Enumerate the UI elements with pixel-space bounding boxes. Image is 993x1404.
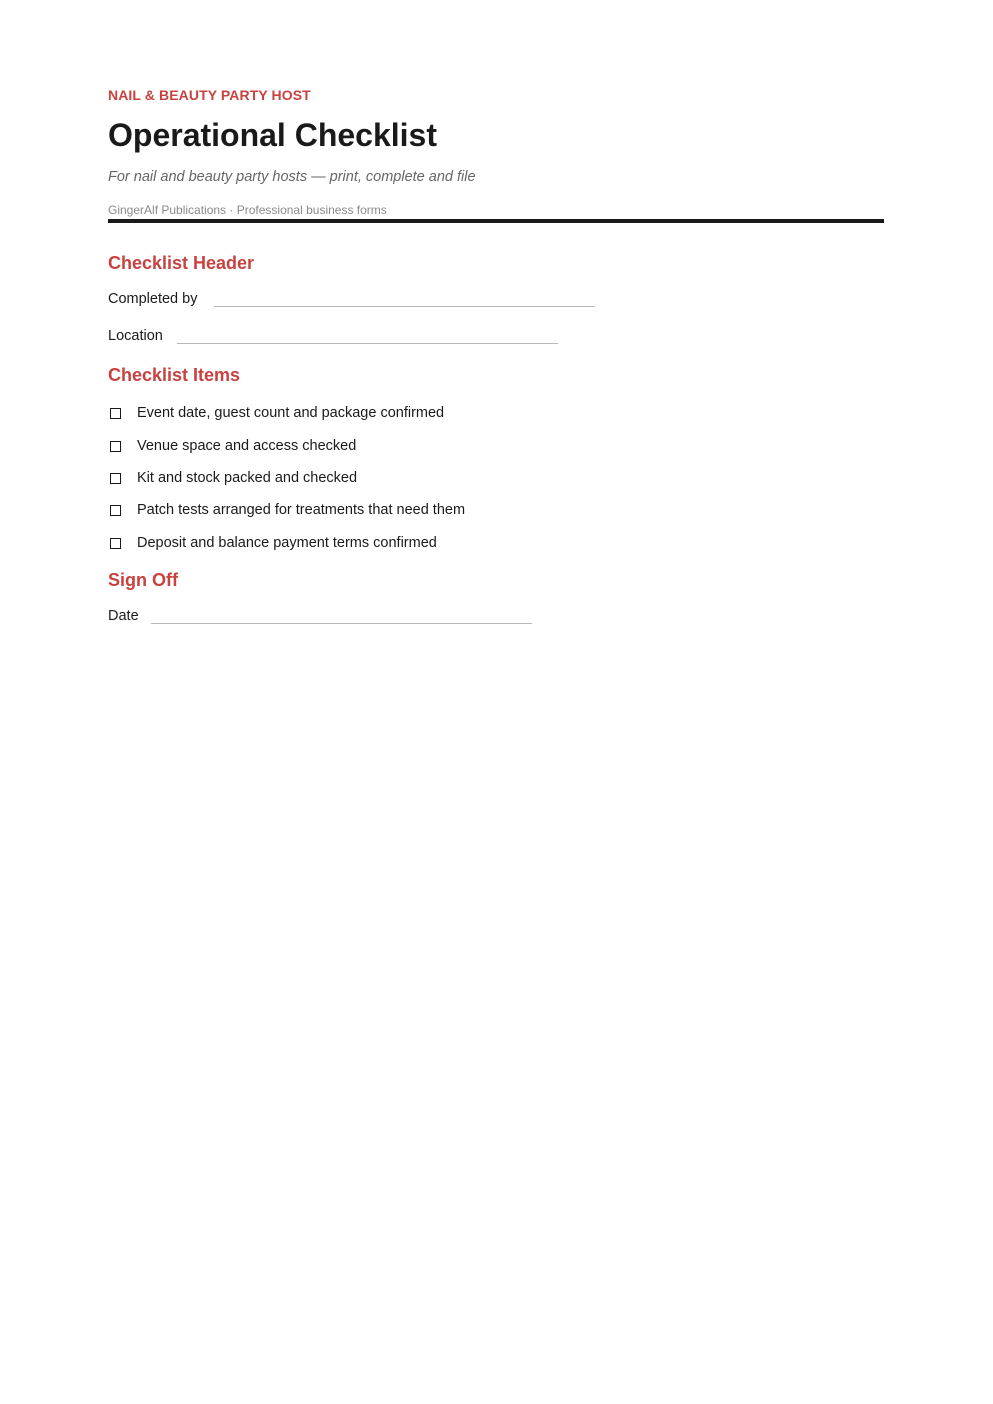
date-label: Date [108, 608, 139, 624]
checklist-item-label: Venue space and access checked [137, 438, 357, 454]
checklist-item-label: Deposit and balance payment terms confirmed [137, 535, 437, 551]
checklist-item-label: Patch tests arranged for treatments that need them [137, 502, 466, 518]
completed-by-field [108, 291, 598, 313]
section-heading-checklist-items: Checklist Items [108, 365, 241, 385]
header-divider [108, 219, 884, 223]
checkbox-icon[interactable] [110, 473, 121, 484]
publisher-line: GingerAlf Publications · Professional business forms [108, 203, 387, 217]
location-label: Location [108, 328, 163, 344]
date-input-line[interactable] [151, 623, 532, 624]
document-category: NAIL & BEAUTY PARTY HOST [108, 87, 311, 103]
date-field [108, 608, 538, 630]
location-field [108, 328, 563, 350]
checklist-item-label: Event date, guest count and package confirmed [137, 405, 445, 421]
checkbox-icon[interactable] [110, 408, 121, 419]
checkbox-icon[interactable] [110, 441, 121, 452]
document-subtitle: For nail and beauty party hosts — print, complete and file [108, 169, 476, 185]
checklist-item-label: Kit and stock packed and checked [137, 470, 358, 486]
location-input-line[interactable] [177, 343, 558, 344]
completed-by-label: Completed by [108, 291, 198, 307]
document-title: Operational Checklist [108, 117, 437, 153]
checkbox-icon[interactable] [110, 505, 121, 516]
completed-by-input-line[interactable] [214, 306, 595, 307]
checkbox-icon[interactable] [110, 538, 121, 549]
section-heading-checklist-header: Checklist Header [108, 253, 255, 273]
section-heading-sign-off: Sign Off [108, 570, 178, 590]
